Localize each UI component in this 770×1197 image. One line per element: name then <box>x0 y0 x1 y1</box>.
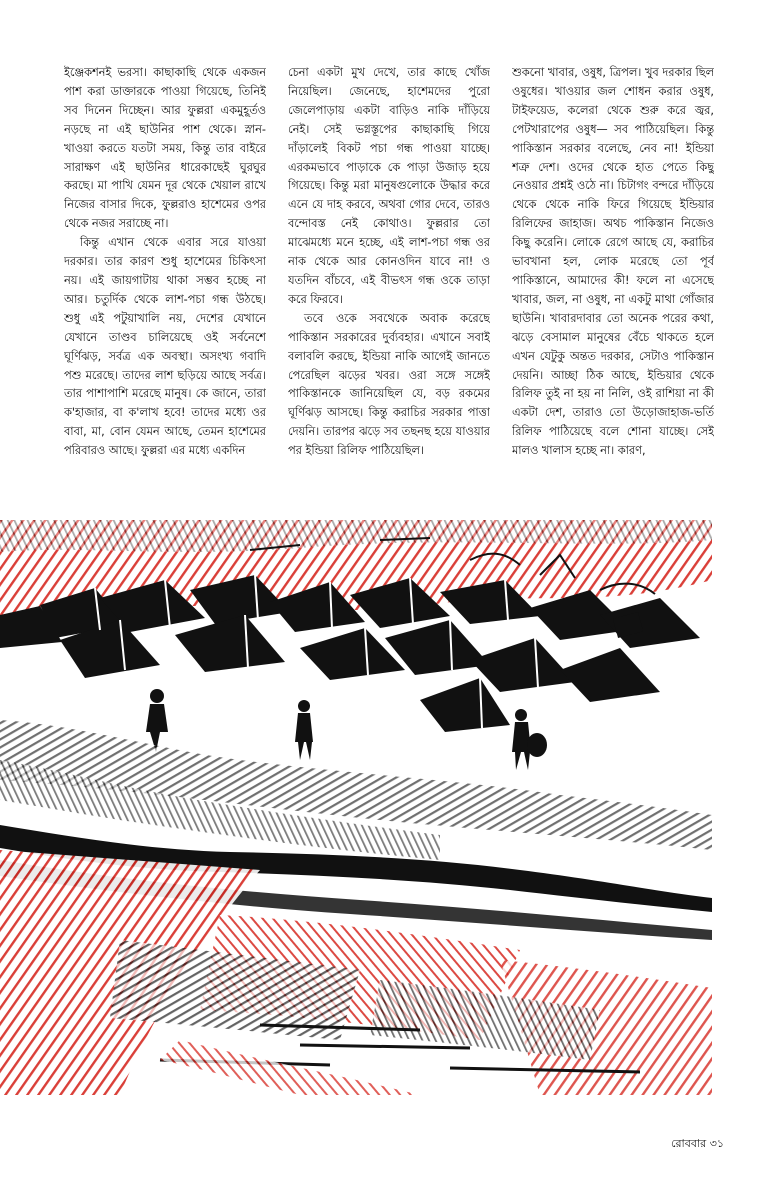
article-columns <box>64 64 714 496</box>
text-column-3 <box>512 64 714 496</box>
paragraph: চেনা একটা মুখ দেখে, তার কাছে খোঁজ নিয়েছিল। জেনেছে, হাশেমদের পুরো জেলেপাড়ায় একটা বাড়িও নাকি দাঁড়িয়ে নেই। সেই ভগ্নস্তূপের কাছাকাছি গিয়ে দাঁড়ালেই বিকট পচা গন্ধ পাওয়া যাচ্ছে। এরকমভাবে পাড়াকে কে পাড়া উজাড় হয়ে গিয়েছে। কিন্তু মরা মানুষগুলোকে উদ্ধার করে এনে যে দাহ করবে, অথবা গোর দেবে, তারও বন্দোবস্ত নেই কোথাও। ফুল্লরার তো মাঝেমধ্যে মনে হচ্ছে, এই লাশ-পচা গন্ধ ওর নাক থেকে আর কোনওদিন যাবে না! ও যতদিন বাঁচবে, এই বীভৎস গন্ধ ওকে তাড়া করে ফিরবে। <box>288 66 490 306</box>
refugee-camp-illustration <box>0 520 712 1095</box>
paragraph: শুকনো খাবার, ওষুধ, ত্রিপল। খুব দরকার ছিল ওষুধের। খাওয়ার জল শোধন করার ওষুধ, টাইফয়েড, কলেরা থেকে শুরু করে জ্বর, পেটখারাপের ওষুধ— সব পাঠিয়েছিল। কিন্তু পাকিস্তান সরকার বলেছে, নেব না! ইন্ডিয়া শত্রু দেশ। ওদের থেকে হাত পেতে কিছু নেওয়ার প্রশ্নই ওঠে না। চিটাগং বন্দরে দাঁড়িয়ে থেকে থেকে নাকি ফিরে গিয়েছে ইন্ডিয়ার রিলিফের জাহাজ। অথচ পাকিস্তান নিজেও কিছু করেনি। লোকে রেগে আছে যে, করাচির ভাবখানা হল, লোক মরেছে তো পূর্ব পাকিস্তানে, আমাদের কী! ফলে না এসেছে খাবার, জল, না ওষুধ, না একটু মাথা গোঁজার ছাউনি। খাবারদাবার তো অনেক পরের কথা, ঝড়ে বেসামাল মানুষের বেঁচে থাকতে হলে এখন যেটুকু অন্তত দরকার, সেটাও পাকিস্তান দেয়নি। আচ্ছা ঠিক আছে, ইন্ডিয়ার থেকে রিলিফ তুই না হয় না নিলি, ওই রাশিয়া না কী একটা দেশ, তারাও তো উড়োজাহাজ-ভর্তি রিলিফ পাঠিয়েছে বলে শোনা যাচ্ছে। সেই মালও খালাস হচ্ছে না। কারণ, <box>512 66 714 458</box>
paragraph: তবে ওকে সবথেকে অবাক করেছে পাকিস্তান সরকারের দুর্ব্যবহার। এখানে সবাই বলাবলি করছে, ইন্ডিয়া নাকি আগেই জানতে পেরেছিল ঝড়ের খবর। ওরা সঙ্গে সঙ্গেই পাকিস্তানকে জানিয়েছিল যে, বড় রকমের ঘূর্ণিঝড় আসছে। কিন্তু করাচির সরকার পাত্তা দেয়নি। তারপর ঝড়ে সব তছনছ হয়ে যাওয়ার পর ইন্ডিয়া রিলিফ পাঠিয়েছিল। <box>288 311 490 458</box>
paragraph: ইঞ্জেকশনই ভরসা। কাছাকাছি থেকে একজন পাশ করা ডাক্তারকে পাওয়া গিয়েছে, তিনিই সব দিনেন দিচ্ছেন। আর ফুল্লরা একমুহূর্তও নড়ছে না এই ছাউনির পাশ থেকে। স্নান-খাওয়া করতে যতটা সময়, কিন্তু তার বাইরে সারাক্ষণ এই ছাউনির ধারেকাছেই ঘুরঘুর করছে। মা পাখি যেমন দূর থেকে খেয়াল রাখে নিজের বাসার দিকে, ফুল্লরাও হাশেমের ওপর থেকে নজর সরাচ্ছে না। <box>64 66 266 231</box>
paragraph: কিন্তু এখান থেকে এবার সরে যাওয়া দরকার। তার কারণ শুধু হাশেমের চিকিৎসা নয়। এই জায়গাটায় থাকা সম্ভব হচ্ছে না আর। চতুর্দিক থেকে লাশ-পচা গন্ধ উঠছে। শুধু এই পটুয়াখালি নয়, দেশের যেখানে যেখানে তাণ্ডব চালিয়েছে ওই সর্বনেশে ঘূর্ণিঝড়, সর্বত্র এক অবস্থা। অসংখ্য গবাদি পশু মরেছে। তাদের লাশ ছড়িয়ে আছে সর্বত্র। তার পাশাপাশি মরেছে মানুষ। কে জানে, তারা ক'হাজার, বা ক'লাখ হবে! তাদের মধ্যে ওর বাবা, মা, বোন যেমন আছে, তেমন হাশেমের পরিবারও আছে। ফুল্লরা এর মধ্যে একদিন <box>64 236 266 458</box>
text-column-1 <box>64 64 266 496</box>
page-footer-folio: রোববার ৩১ <box>671 1137 724 1150</box>
text-column-2 <box>288 64 490 496</box>
